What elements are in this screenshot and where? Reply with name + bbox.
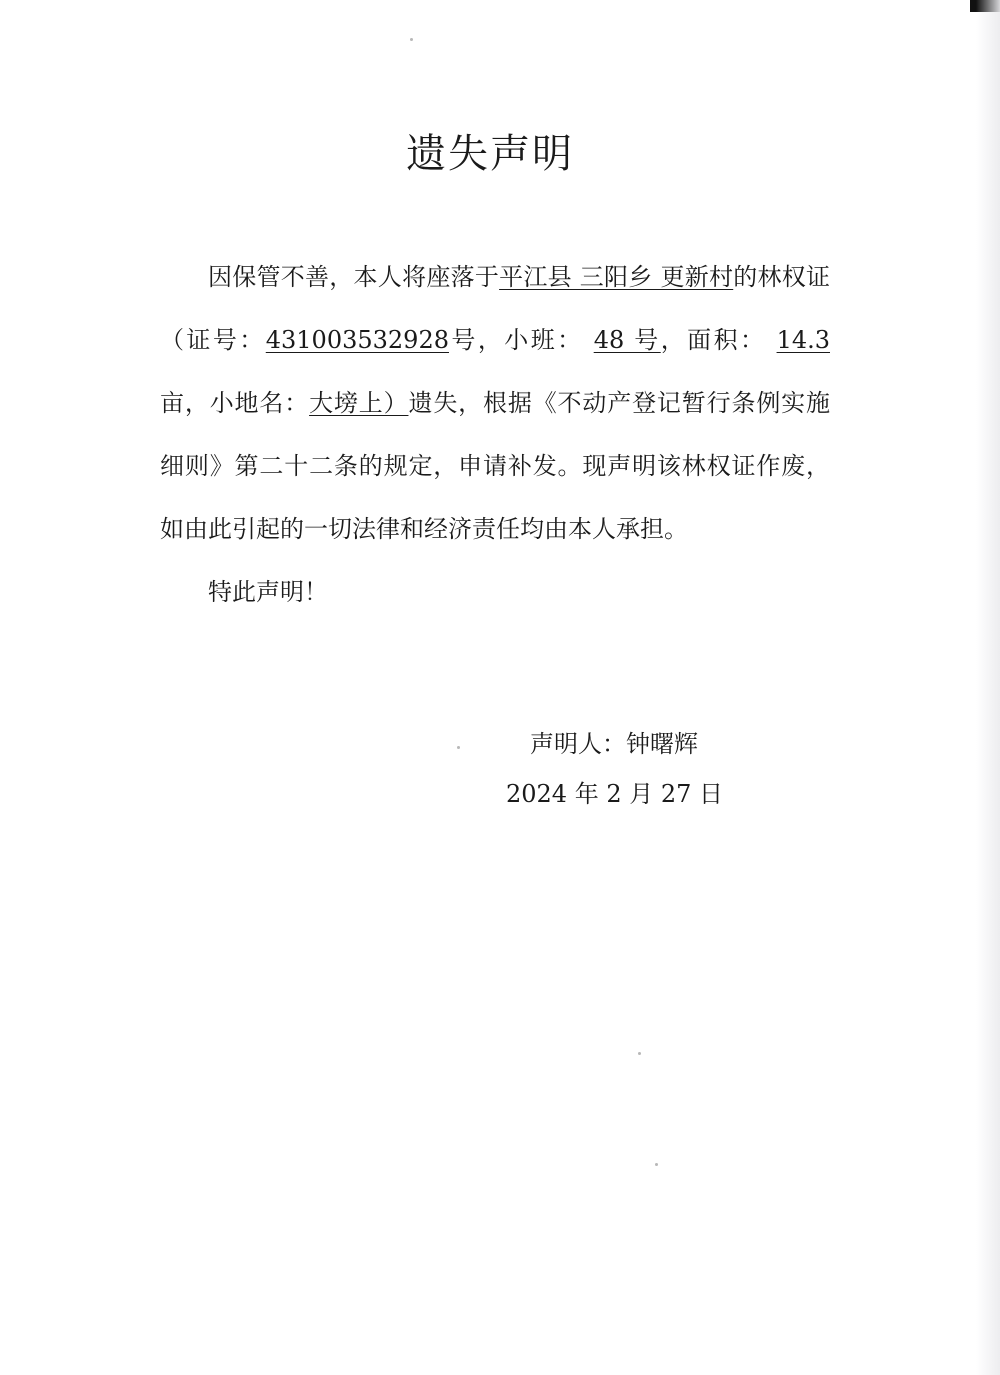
closing-line: 特此声明！: [208, 578, 328, 606]
scan-dust-speck: [638, 1052, 641, 1055]
area-field: 14.3: [776, 326, 830, 354]
scan-edge-shadow: [976, 0, 1000, 1375]
statement-paragraph: [160, 246, 830, 561]
text-main-statement: 遗失，根据《不动产登记暂行条例实施细则》第二十二条的规定，申请补发。现声明该林权证作废，如由此引起的一切法律和经济责任均由本人承担。: [160, 389, 831, 543]
place-name-field: 大塝上）: [309, 389, 409, 417]
date-line: 2024 年 2 月 27 日: [506, 780, 724, 808]
text-block-label: 号，小班：: [448, 326, 584, 354]
text-intro: 因保管不善，本人将座落于: [208, 263, 500, 291]
cert-number-field: 431003532928: [265, 326, 449, 354]
location-field: 平江县 三阳乡 更新村: [499, 263, 734, 291]
statement-body: [160, 246, 830, 624]
scan-dust-speck: [410, 38, 413, 41]
text-area-label: ，面积：: [660, 326, 767, 354]
signature-line: 声明人：钟曙辉: [530, 730, 698, 758]
text-cert-label: 的林权证（证号：: [160, 263, 830, 354]
text-place-label: 亩，小地名：: [160, 389, 310, 417]
document-title: 遗失声明: [406, 131, 574, 177]
scan-dust-speck: [655, 1163, 658, 1166]
scan-dust-speck: [457, 746, 460, 749]
block-field: 48 号: [593, 326, 661, 354]
